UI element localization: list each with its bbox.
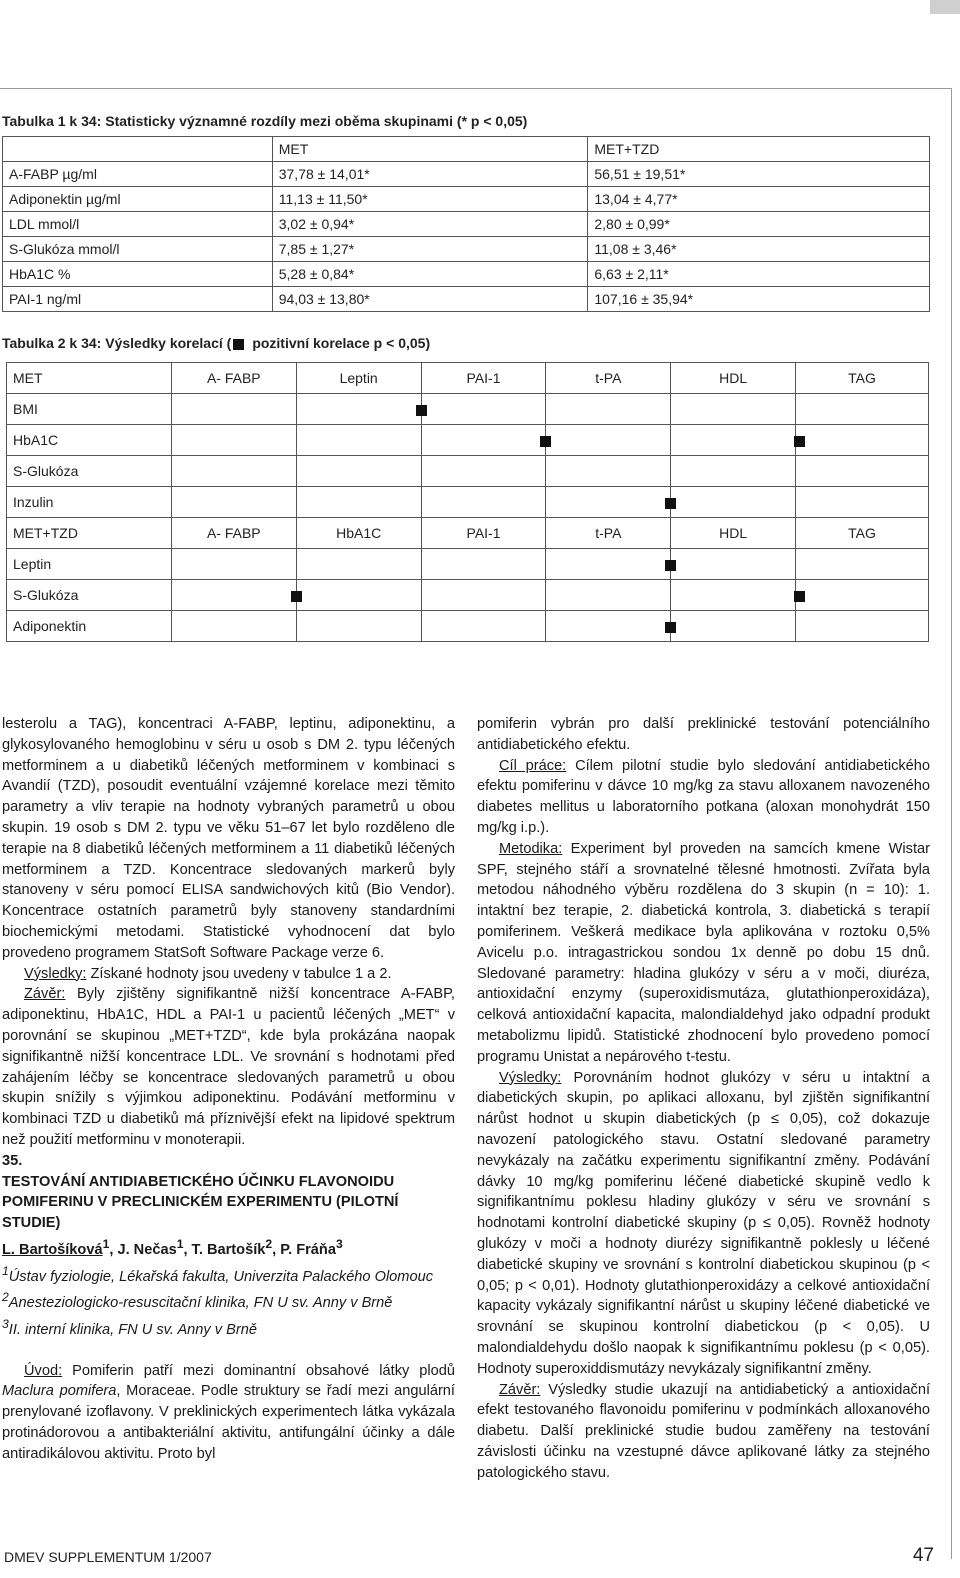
right-paragraph-1: pomiferin vybrán pro další preklinické testování potenciálního antidiabetického efektu. xyxy=(477,716,930,753)
table1-caption: Tabulka 1 k 34: Statisticky významné rozdíly mezi oběma skupinami (* p < 0,05) xyxy=(2,113,528,129)
table2-mark-cell xyxy=(296,549,421,580)
table1-cell: 2,80 ± 0,99* xyxy=(588,212,930,237)
table2-mark-cell xyxy=(171,456,296,487)
table2-row-label: Leptin xyxy=(7,549,172,580)
table2-met-header-row-cell: TAG xyxy=(796,363,929,394)
affiliation-3-text: II. interní klinika, FN U sv. Anny v Brně xyxy=(8,1321,257,1338)
table2-mark-cell xyxy=(296,487,421,518)
table2-mark-cell xyxy=(421,549,546,580)
table2-row-label: S-Glukóza xyxy=(7,580,172,611)
table2-mark-cell xyxy=(421,611,546,642)
aim-paragraph xyxy=(477,756,930,839)
table2-mark-cell xyxy=(421,394,546,425)
right-conclusion-paragraph xyxy=(477,1380,930,1484)
table1-row xyxy=(3,237,930,262)
table2-mark-cell xyxy=(421,456,546,487)
intro-text-1: Pomiferin patří mezi dominantní obsahové látky plodů xyxy=(62,1362,455,1379)
right-results-text: Porovnáním hodnot glukózy v séru u intaktní a diabetických skupin, po aplikaci alloxanu, byl zjištěn signifikantní nárůst hodnot u skupin diabetických (p ≤ 0,05), což dokazuje navození patologického stavu. Ostatní sledované parametry nevykázaly na začátku experimentu signifikantní změny. Podávání dávky 10 mg/kg pomiferinu léčené diabetické skupině vedlo k signifikantnímu poklesu hladiny glukózy v séru ve srovnání s hodnotami kontrolní diabetické skupiny (p ≤ 0,05). Rovněž hodnoty glukózy v moči a hodnoty diurézy signifikantně poklesly u léčené diabetické skupiny ve srovnání s kontrolní diabetickou skupinou (p < 0,05; p < 0,01). Hodnoty glutathionperoxidázy a celkové antioxidační kapacity vykázaly signifikantní nárůst u skupiny léčené diabetické ve srovnání se skupinou kontrolní diabetickou (p < 0,05). U malondialdehydu došlo naopak k signifikantnímu poklesu (p < 0,05). Hodnoty superoxiddismutázy nevykázaly signifikantní změny. xyxy=(477,1069,930,1377)
aim-label: Cíl práce: xyxy=(499,757,567,774)
table2 xyxy=(6,362,929,642)
table1 xyxy=(2,136,930,312)
abstract-number: 35. xyxy=(2,1152,23,1169)
method-text: Experiment byl proveden na samcích kmene Wistar SPF, stejného stáří a srovnatelné tělesné hmotnosti. Zvířata byla metodou náhodného výběru rozdělena do 3 skupin (n = 10): 1. intaktní bez terapie, 2. diabetická kontrola, 3. diabetická s terapií pomiferinem. Veškerá medikace byla aplikována v roztoku 0,5% Avicelu p.o. intragastrickou sondou 1x denně po dobu 15 dnů. Sledované parametry: hladina glukózy v séru a v moči, diuréza, antioxidační enzymy (superoxidismutáza, glutathionperoxidáza), celková antioxidační kapacita, malondialdehyd jako odpadní produkt metabolizmu lipidů. Statistické zhodnocení bylo provedeno pomocí programu Unistat a nepárového t-testu. xyxy=(477,840,930,1065)
table2-caption-pre: Tabulka 2 k 34: Výsledky korelací ( xyxy=(2,335,232,351)
table1-header-cell xyxy=(3,137,273,162)
table2-mark-cell xyxy=(796,549,929,580)
author-3: , T. Bartošík xyxy=(183,1241,266,1258)
table2-mettzd-header-row-cell: HDL xyxy=(671,518,796,549)
method-paragraph xyxy=(477,839,930,1068)
left-results-label: Výsledky: xyxy=(24,965,87,982)
table2-mark-cell xyxy=(671,611,796,642)
table1-row xyxy=(3,187,930,212)
left-conclusion-text: Byly zjištěny signifikantně nižší koncentrace A-FABP, adiponektinu, HbA1C, HDL a PAI-1 u pacientů léčených „MET“ v porovnání se skupinou „MET+TZD“, kde byla prokázána naopak signifikantně nižší koncentrace LDL. Ve srovnání s hodnotami před zahájením léčby se koncentrace sledovaných parametrů u obou skupin snížily s výjimkou adiponektinu. Podávání metforminu v kombinaci TZD u diabetiků má příznivější efekt na lipidové spektrum než použití metforminu v monoterapii. xyxy=(2,986,455,1148)
table2-mark-cell xyxy=(796,487,929,518)
table1-cell: HbA1C % xyxy=(3,262,273,287)
table1-cell: 3,02 ± 0,94* xyxy=(272,212,588,237)
table2-row xyxy=(7,487,929,518)
table2-row xyxy=(7,425,929,456)
table1-cell: Adiponektin µg/ml xyxy=(3,187,273,212)
table2-mark-cell xyxy=(796,394,929,425)
affiliation-1-text: Ústav fyziologie, Lékařská fakulta, Univerzita Palackého Olomouc xyxy=(8,1268,433,1285)
table2-mettzd-header-row-cell: PAI-1 xyxy=(421,518,546,549)
right-column xyxy=(477,714,930,1483)
right-conclusion-label: Závěr: xyxy=(499,1381,541,1398)
table2-met-header-row-cell: PAI-1 xyxy=(421,363,546,394)
affiliation-2-text: Anesteziologicko-resuscitační klinika, FN U sv. Anny v Brně xyxy=(8,1295,393,1312)
abstract-authors xyxy=(2,1234,455,1261)
table1-cell: 107,16 ± 35,94* xyxy=(588,287,930,312)
table2-mark-cell xyxy=(546,549,671,580)
table2-mark-cell xyxy=(296,425,421,456)
table2-row xyxy=(7,549,929,580)
author-2-sup: 1 xyxy=(176,1236,184,1251)
table2-met-header-row-cell: Leptin xyxy=(296,363,421,394)
table1-row xyxy=(3,262,930,287)
aim-text: Cílem pilotní studie bylo sledování antidiabetického efektu pomiferinu v dávce 10 mg/kg za stavu alloxanem navozeného diabetes mellitus u laboratorního potkana (aloxan monohydrát 150 mg/kg i.p.). xyxy=(477,757,931,836)
table2-mark-cell xyxy=(796,611,929,642)
positive-correlation-square-icon xyxy=(665,622,676,633)
affiliation-1-sup: 1 xyxy=(2,1263,9,1278)
table2-mark-cell xyxy=(171,611,296,642)
positive-correlation-square-icon xyxy=(794,436,805,447)
table1-cell: 5,28 ± 0,84* xyxy=(272,262,588,287)
table2-mark-cell xyxy=(546,394,671,425)
left-conclusion-paragraph xyxy=(2,984,455,1150)
abstract-title: TESTOVÁNÍ ANTIDIABETICKÉHO ÚČINKU FLAVONOIDU POMIFERINU V PRECLINICKÉM EXPERIMENTU (PILOTNÍ STUDIE) xyxy=(2,1173,399,1232)
affiliation-3 xyxy=(2,1314,455,1341)
table2-mark-cell xyxy=(171,487,296,518)
table2-mark-cell xyxy=(546,425,671,456)
left-results-text: Získané hodnoty jsou uvedeny v tabulce 1 a 2. xyxy=(86,965,392,982)
author-1: L. Bartošíková xyxy=(2,1241,103,1258)
left-paragraph-1: lesterolu a TAG), koncentraci A-FABP, leptinu, adiponektinu, a glykosylovaného hemoglobinu v séru u osob s DM 2. typu léčených metforminem a u diabetiků léčených metforminem v kombinaci s Avandií (TZD), posoudit eventuální vzájemné korelace mezi těmito parametry a vliv terapie na hodnoty vybraných parametrů u obou skupin. 19 osob s DM 2. typu ve věku 51–67 let bylo rozděleno dle terapie na 8 diabetiků léčených metforminem a 11 diabetiků léčených metforminem a TZD. Koncentrace sledovaných markerů byly stanoveny v séru pomocí ELISA sandwichových kitů (Bio Vendor). Koncentrace ostatních parametrů byly stanoveny standardními biochemickými metodami. Statistické vyhodnocení dat bylo provedeno programem StatSoft Software Package verze 6. xyxy=(2,716,455,961)
table2-row xyxy=(7,611,929,642)
table2-row xyxy=(7,456,929,487)
table2-mark-cell xyxy=(671,580,796,611)
table1-row xyxy=(3,212,930,237)
table2-mark-cell xyxy=(546,580,671,611)
table2-mark-cell xyxy=(171,394,296,425)
table1-cell: 7,85 ± 1,27* xyxy=(272,237,588,262)
positive-correlation-square-icon xyxy=(291,591,302,602)
table2-mark-cell xyxy=(796,456,929,487)
table2-row xyxy=(7,580,929,611)
affiliation-2-sup: 2 xyxy=(2,1290,9,1305)
footer-journal: DMEV SUPPLEMENTUM 1/2007 xyxy=(4,1549,212,1565)
table2-met-header-row xyxy=(7,363,929,394)
table2-row-label: Adiponektin xyxy=(7,611,172,642)
table1-cell: LDL mmol/l xyxy=(3,212,273,237)
right-results-label: Výsledky: xyxy=(499,1069,562,1086)
table2-mettzd-header-row-cell: t-PA xyxy=(546,518,671,549)
table2-row-label: BMI xyxy=(7,394,172,425)
table2-mark-cell xyxy=(421,425,546,456)
affiliation-1 xyxy=(2,1261,455,1288)
right-results-paragraph xyxy=(477,1068,930,1380)
table2-met-header-row-cell: A- FABP xyxy=(171,363,296,394)
table2-mark-cell xyxy=(296,580,421,611)
footer-page-number: 47 xyxy=(912,1545,934,1566)
table2-mark-cell xyxy=(796,580,929,611)
intro-text-2: , Moraceae. Podle struktury se řadí mezi angulární prenylované izoflavony. V preklinických experimentech látka vykázala protinádorovou a antibakteriální aktivitu, antifungální účinky a dále antiradikálovou aktivitu. Proto byl xyxy=(2,1383,455,1462)
table2-met-header-row-cell: MET xyxy=(7,363,172,394)
table2-met-header-row-cell: t-PA xyxy=(546,363,671,394)
table2-mark-cell xyxy=(296,611,421,642)
table2-mark-cell xyxy=(546,487,671,518)
table1-row xyxy=(3,287,930,312)
table2-mark-cell xyxy=(546,456,671,487)
affiliation-3-sup: 3 xyxy=(2,1316,9,1331)
author-3-sup: 2 xyxy=(265,1236,273,1251)
table1-header-cell: MET xyxy=(272,137,588,162)
table2-mark-cell xyxy=(296,456,421,487)
positive-correlation-square-icon xyxy=(416,405,427,416)
table2-mettzd-header-row xyxy=(7,518,929,549)
table2-caption xyxy=(2,335,430,351)
table2-row xyxy=(7,394,929,425)
table2-mark-cell xyxy=(796,425,929,456)
table2-mark-cell xyxy=(421,487,546,518)
table2-mark-cell xyxy=(171,425,296,456)
author-4-sup: 3 xyxy=(335,1236,343,1251)
table2-mark-cell xyxy=(671,456,796,487)
table2-mark-cell xyxy=(546,611,671,642)
table2-mettzd-header-row-cell: TAG xyxy=(796,518,929,549)
right-conclusion-text: Výsledky studie ukazují na antidiabetický a antioxidační efekt testovaného flavonoidu pomiferinu v podmínkách alloxanového diabetu. Další preklinické studie budou zaměřeny na testování závislosti účinku na vzestupné dávce aplikované látky za stejného patologického stavu. xyxy=(477,1381,930,1481)
affiliation-2 xyxy=(2,1287,455,1314)
positive-correlation-square-icon xyxy=(665,560,676,571)
table2-mark-cell xyxy=(671,549,796,580)
table2-mark-cell xyxy=(171,580,296,611)
table2-mark-cell xyxy=(671,487,796,518)
table1-cell: 37,78 ± 14,01* xyxy=(272,162,588,187)
positive-correlation-square-icon xyxy=(233,339,244,350)
positive-correlation-square-icon xyxy=(794,591,805,602)
table2-mettzd-header-row-cell: MET+TZD xyxy=(7,518,172,549)
table1-cell: 94,03 ± 13,80* xyxy=(272,287,588,312)
corner-mark xyxy=(930,0,960,14)
table1-cell: 11,13 ± 11,50* xyxy=(272,187,588,212)
table2-mark-cell xyxy=(171,549,296,580)
intro-italic: Maclura pomifera xyxy=(2,1383,117,1400)
table2-mark-cell xyxy=(421,580,546,611)
left-results-paragraph xyxy=(2,964,455,985)
table1-cell: 13,04 ± 4,77* xyxy=(588,187,930,212)
table1-header-row xyxy=(3,137,930,162)
table2-row-label: S-Glukóza xyxy=(7,456,172,487)
intro-paragraph xyxy=(2,1361,455,1465)
table2-mark-cell xyxy=(671,425,796,456)
author-1-sup: 1 xyxy=(102,1236,110,1251)
table2-met-header-row-cell: HDL xyxy=(671,363,796,394)
method-label: Metodika: xyxy=(499,840,563,857)
left-column xyxy=(2,714,455,1465)
positive-correlation-square-icon xyxy=(540,436,551,447)
table1-row xyxy=(3,162,930,187)
table1-cell: PAI-1 ng/ml xyxy=(3,287,273,312)
table1-cell: A-FABP µg/ml xyxy=(3,162,273,187)
author-2: , J. Nečas xyxy=(109,1241,177,1258)
table1-cell: 56,51 ± 19,51* xyxy=(588,162,930,187)
positive-correlation-square-icon xyxy=(665,498,676,509)
table2-row-label: HbA1C xyxy=(7,425,172,456)
table2-row-label: Inzulin xyxy=(7,487,172,518)
table2-mark-cell xyxy=(296,394,421,425)
table2-mettzd-header-row-cell: HbA1C xyxy=(296,518,421,549)
table1-cell: S-Glukóza mmol/l xyxy=(3,237,273,262)
author-4: , P. Fráňa xyxy=(272,1241,336,1258)
table2-caption-post: pozitivní korelace p < 0,05) xyxy=(252,335,431,351)
table1-cell: 6,63 ± 2,11* xyxy=(588,262,930,287)
table2-mettzd-header-row-cell: A- FABP xyxy=(171,518,296,549)
table1-header-cell: MET+TZD xyxy=(588,137,930,162)
left-conclusion-label: Závěr: xyxy=(24,986,66,1003)
intro-label: Úvod: xyxy=(24,1362,63,1379)
table2-mark-cell xyxy=(671,394,796,425)
table1-cell: 11,08 ± 3,46* xyxy=(588,237,930,262)
